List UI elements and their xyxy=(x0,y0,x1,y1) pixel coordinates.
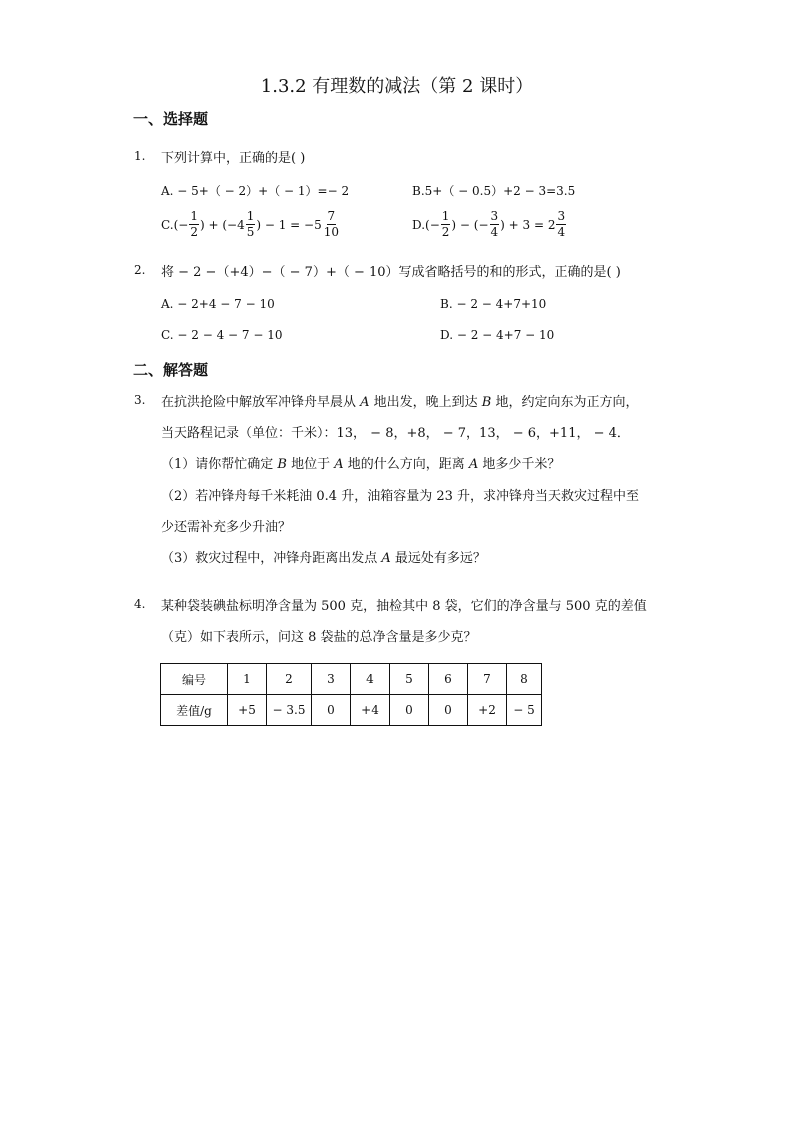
table-header-row xyxy=(161,664,542,695)
q3-text: 地出发，晚上到达 xyxy=(369,395,482,410)
fraction xyxy=(323,209,340,240)
section-heading-choice: 一、选择题 xyxy=(133,110,209,128)
q3-text: 地多少千米？ xyxy=(478,457,561,472)
denominator: 10 xyxy=(323,225,340,239)
numerator: 1 xyxy=(246,209,255,223)
q2-option-a: A. − 2+4 − 7 − 10 xyxy=(161,297,275,311)
q1-d-part2: ) − (− xyxy=(451,217,489,232)
q3-text: 最远处有多远？ xyxy=(390,551,486,566)
numerator: 7 xyxy=(327,209,336,223)
q1-d-prefix: D. xyxy=(412,217,426,232)
point-label-a: A xyxy=(381,551,391,566)
question-2-text: 将 − 2 −（+4）−（ − 7）+（ − 10）写成省略括号的和的形式，正确的是( ) xyxy=(161,265,621,280)
q1-d-part1: (− xyxy=(425,217,440,232)
table-cell: 0 xyxy=(312,695,351,726)
table-cell: − 3.5 xyxy=(267,695,312,726)
denominator: 5 xyxy=(246,225,255,239)
question-number-1: 1. xyxy=(134,149,146,163)
q2-option-b: B. − 2 − 4+7+10 xyxy=(440,297,547,311)
question-3-line-2: 当天路程记录（单位：千米）：13， − 8，+8， − 7，13， − 6，+11， − 4． xyxy=(161,426,630,441)
denominator: 4 xyxy=(557,225,566,239)
table-cell: +2 xyxy=(468,695,507,726)
q3-text: 地位于 xyxy=(286,457,335,472)
table-cell: 3 xyxy=(312,664,351,695)
table-cell: +4 xyxy=(351,695,390,726)
point-label-b: B xyxy=(277,457,287,472)
table-cell: − 5 xyxy=(507,695,542,726)
question-1-text: 下列计算中，正确的是( ) xyxy=(161,151,306,166)
q1-c-part1: (− xyxy=(173,217,189,232)
q3-text: 地，约定向东为正方向， xyxy=(491,395,639,410)
q1-d-part3: ) + 3 = 2 xyxy=(500,217,556,232)
numerator: 3 xyxy=(490,209,499,223)
denominator: 2 xyxy=(190,225,198,239)
q1-c-part3: ) − 1 = −5 xyxy=(256,217,322,232)
section-heading-answer: 二、解答题 xyxy=(133,361,209,379)
question-number-2: 2. xyxy=(134,263,146,277)
fraction xyxy=(441,209,451,240)
fraction xyxy=(556,209,566,240)
q3-text: 在抗洪抢险中解放军冲锋舟早晨从 xyxy=(161,395,361,410)
q3-subquestion-2-line-2: 少还需补充多少升油？ xyxy=(161,520,292,535)
point-label-a: A xyxy=(360,395,370,410)
q3-subquestion-1 xyxy=(161,453,560,472)
point-label-a: A xyxy=(468,457,479,472)
table-row-label: 差值/g xyxy=(161,695,228,726)
q3-subquestion-3 xyxy=(161,547,486,566)
table-cell: 0 xyxy=(390,695,429,726)
table-header-label: 编号 xyxy=(161,664,228,695)
table-cell: 1 xyxy=(228,664,267,695)
denominator: 4 xyxy=(490,225,499,239)
q3-text: 地的什么方向，距离 xyxy=(343,457,469,472)
difference-table xyxy=(160,663,542,726)
question-number-3: 3. xyxy=(134,393,146,407)
table-cell: +5 xyxy=(228,695,267,726)
point-label-a: A xyxy=(334,457,344,472)
numerator: 1 xyxy=(441,209,450,223)
numerator: 1 xyxy=(190,209,198,223)
point-label-b: B xyxy=(481,395,492,410)
question-4-line-2: （克）如下表所示，问这 8 袋盐的总净含量是多少克？ xyxy=(161,630,477,645)
table-cell: 6 xyxy=(429,664,468,695)
q1-c-part2: ) + (−4 xyxy=(199,217,245,232)
q1-c-prefix: C. xyxy=(161,217,174,232)
q1-option-c xyxy=(161,209,341,240)
q2-option-c: C. − 2 − 4 − 7 − 10 xyxy=(161,328,283,342)
table-cell: 0 xyxy=(429,695,468,726)
q3-text: （1）请你帮忙确定 xyxy=(161,457,278,472)
q1-option-d xyxy=(412,209,567,240)
denominator: 2 xyxy=(441,225,450,239)
q2-option-d: D. − 2 − 4+7 − 10 xyxy=(440,328,555,342)
question-3-line-1 xyxy=(161,391,639,410)
fraction xyxy=(490,209,500,240)
table-cell: 8 xyxy=(507,664,542,695)
table-cell: 4 xyxy=(351,664,390,695)
question-4-line-1: 某种袋装碘盐标明净含量为 500 克，抽检其中 8 袋，它们的净含量与 500 克的差值 xyxy=(161,599,647,614)
numerator: 3 xyxy=(557,209,566,223)
table-cell: 2 xyxy=(267,664,312,695)
q3-text: （3）救灾过程中，冲锋舟距离出发点 xyxy=(161,551,382,566)
q1-option-b: B.5+（ − 0.5）+2 − 3=3.5 xyxy=(412,184,576,198)
question-number-4: 4. xyxy=(134,597,146,611)
fraction xyxy=(246,209,256,240)
q1-option-a: A. − 5+（ − 2）+（ − 1）=− 2 xyxy=(161,184,350,198)
table-cell: 7 xyxy=(468,664,507,695)
fraction xyxy=(189,209,199,240)
table-cell: 5 xyxy=(390,664,429,695)
page-title: 1.3.2 有理数的减法（第 2 课时） xyxy=(260,76,534,97)
table-row xyxy=(161,695,542,726)
q3-subquestion-2-line-1: （2）若冲锋舟每千米耗油 0.4 升，油箱容量为 23 升，求冲锋舟当天救灾过程中至 xyxy=(161,489,640,504)
